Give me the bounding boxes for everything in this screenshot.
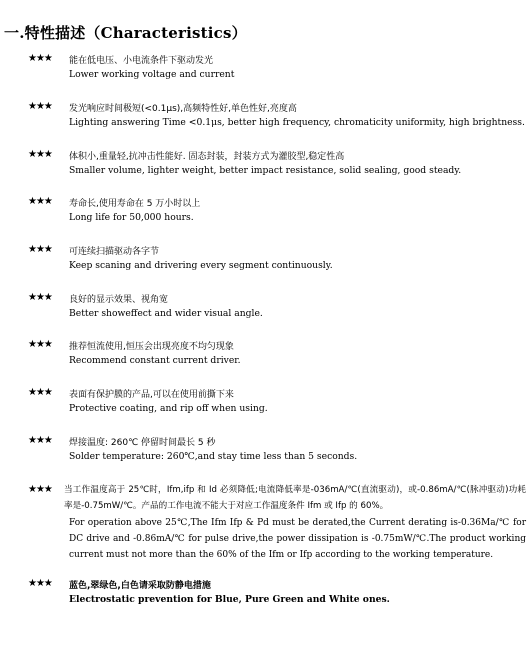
characteristic-zh: 表面有保护膜的产品,可以在使用前撕下来	[69, 390, 234, 400]
section-title: 一.特性描述（Characteristics）	[4, 24, 247, 42]
characteristic-zh: 发光响应时间极短(<0.1μs),高频特性好,单色性好,亮度高	[69, 104, 297, 114]
characteristic-en: Keep scaning and drivering every segment continuously.	[69, 260, 333, 271]
characteristic-en: Lighting answering Time <0.1μs, better high frequency, chromaticity uniformity, high brightness.	[69, 117, 525, 128]
star-rating-icon: ★★★	[28, 578, 52, 589]
characteristic-zh: 体积小,重量轻,抗冲击性能好. 固态封装，封装方式为灌胶型,稳定性高	[69, 152, 345, 162]
characteristic-zh: 寿命长,使用寿命在 5 万小时以上	[69, 199, 201, 209]
star-rating-icon: ★★★	[28, 435, 52, 446]
characteristic-en: Recommend constant current driver.	[69, 355, 241, 366]
star-rating-icon: ★★★	[28, 101, 52, 112]
star-rating-icon: ★★★	[28, 53, 52, 64]
characteristic-en: Solder temperature: 260℃,and stay time less than 5 seconds.	[69, 451, 358, 462]
characteristic-zh: 推荐恒流使用,恒压会出现亮度不均匀现象	[69, 342, 234, 352]
star-rating-icon: ★★★	[28, 339, 52, 350]
star-rating-icon: ★★★	[28, 484, 52, 495]
star-rating-icon: ★★★	[28, 387, 52, 398]
characteristic-en: Better showeffect and wider visual angle.	[69, 308, 263, 319]
characteristic-en: Lower working voltage and current	[69, 69, 235, 80]
characteristic-en: Smaller volume, lighter weight, better impact resistance, solid sealing, good steady.	[69, 165, 462, 176]
derating-en: For operation above 25℃,The Ifm Ifp & Pd must be derated,the Current derating is-0.36Ma/℃ for DC drive and -0.86mA/℃ for pulse drive,the power dissipation is -0.75mW/℃.The product working current must not more than the 60% of the Ifm or Ifp according to the working temperature.	[69, 518, 526, 560]
characteristic-zh: 能在低电压、小电流条件下驱动发光	[69, 56, 214, 66]
star-rating-icon: ★★★	[28, 196, 52, 207]
star-rating-icon: ★★★	[28, 244, 52, 255]
characteristic-zh: 蓝色,翠绿色,白色请采取防静电措施	[69, 581, 211, 591]
star-rating-icon: ★★★	[28, 292, 52, 303]
characteristic-zh: 焊接温度: 260℃ 停留时间最长 5 秒	[69, 438, 216, 448]
star-rating-icon: ★★★	[28, 149, 52, 160]
characteristic-zh: 可连续扫描驱动各字节	[69, 247, 160, 257]
characteristic-en: Electrostatic prevention for Blue, Pure Green and White ones.	[69, 594, 390, 605]
derating-zh: 当工作温度高于 25℃时，Ifm,ifp 和 Id 必须降低;电流降低率是-036mA/℃(直流驱动)，或-0.86mA/℃(脉冲驱动)功耗率是-0.75mW/℃。产品的工作电流不能大于对应工作温度条件 Ifm 或 Ifp 的 60%。	[64, 485, 526, 511]
characteristic-zh: 良好的显示效果、视角宽	[69, 295, 169, 305]
characteristic-en: Protective coating, and rip off when using.	[69, 403, 268, 414]
characteristic-en: Long life for 50,000 hours.	[69, 212, 194, 223]
